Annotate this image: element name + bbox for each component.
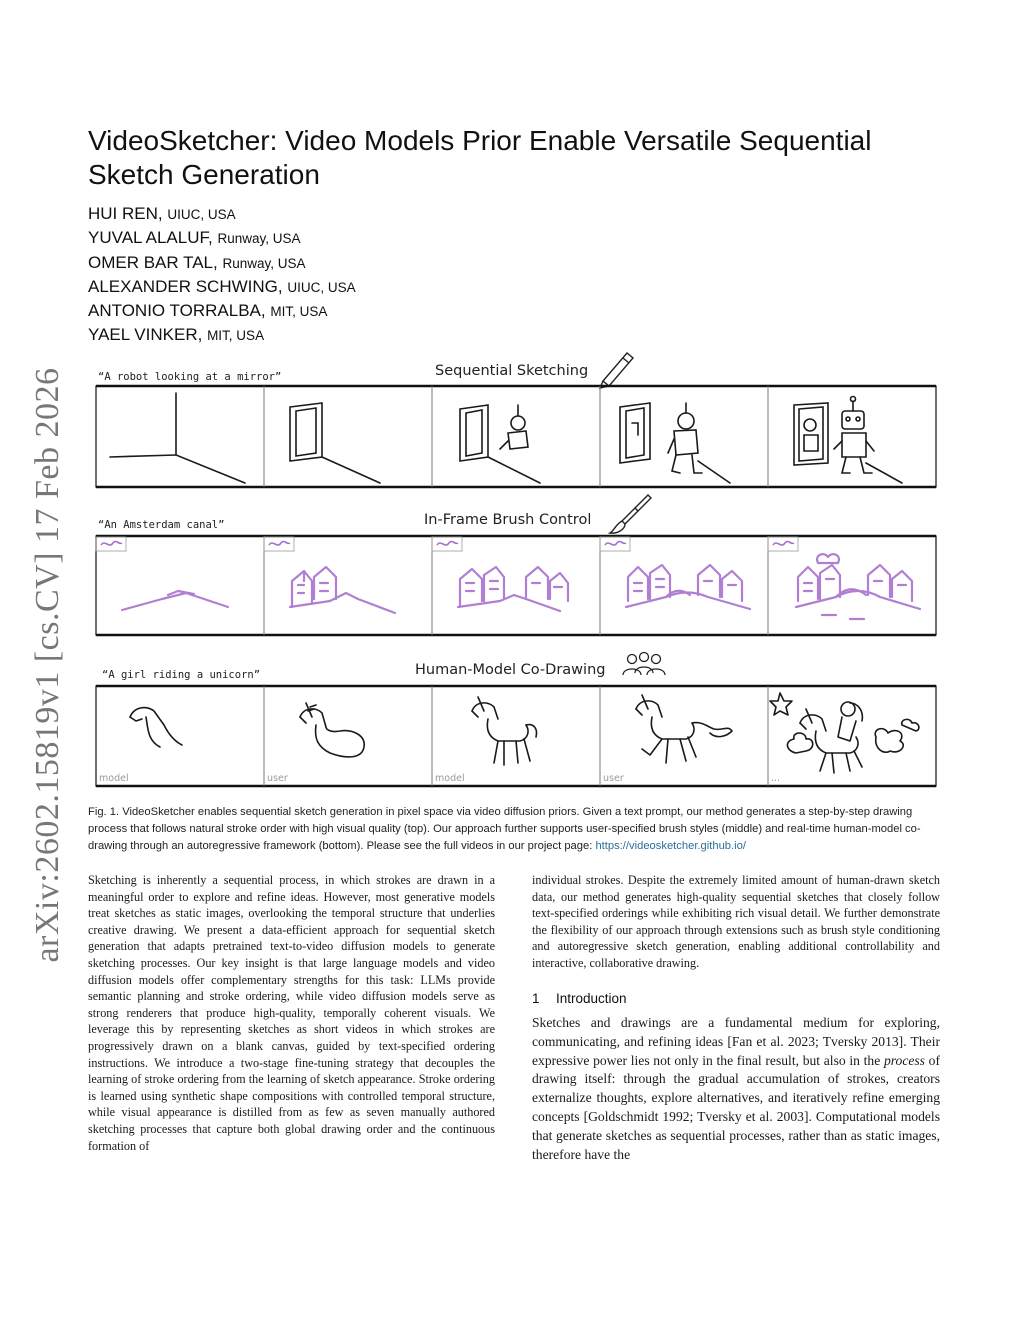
prompt-robot: “A robot looking at a mirror” xyxy=(98,371,282,383)
prompt-canal: “An Amsterdam canal” xyxy=(98,519,225,531)
abstract-right-column: individual strokes. Despite the extremely limited amount of human-drawn sketch data, our method generates high-quality sequential sketches that closely follow text-specified orderings while exhibiting rich visual detail. We further demonstrate the flexibility of our approach through extensions such as brush style conditioning and autoregressive sketch generation, enabling additional controllability and interactive, collaborative drawing. xyxy=(532,873,940,970)
sketch-robot-step-3 xyxy=(460,405,540,483)
author-line: YUVAL ALALUF, Runway, USA xyxy=(88,228,301,248)
emphasis-process: process xyxy=(883,1052,925,1068)
sketch-unicorn-step-3 xyxy=(472,697,537,765)
pencil-icon xyxy=(600,353,633,388)
heading-sequential-sketching: Sequential Sketching xyxy=(435,363,589,379)
teaser-figure xyxy=(90,345,940,795)
sketch-canal-step-1 xyxy=(122,591,228,610)
sketch-unicorn-step-5 xyxy=(770,693,919,773)
sketch-canal-step-2 xyxy=(290,567,395,613)
sketch-canal-step-4 xyxy=(626,565,750,609)
project-page-link[interactable]: https://videosketcher.github.io/ xyxy=(595,839,746,852)
figure-caption: Fig. 1. VideoSketcher enables sequential sketch generation in pixel space via video diffusion priors. Given a text prompt, our method generates a step-by-step drawing process that follows natural stroke order with high visual quality (top). Our approach further supports user-specified brush styles (middle) and real-time human-model co-drawing through an autoregressive framework (bottom). Please see the full videos in our project page: https://videosketcher.github.io/ xyxy=(88,806,921,852)
turn-label: user xyxy=(267,773,288,784)
arxiv-identifier: arXiv:2602.15819v1 [cs.CV] 17 Feb 2026 xyxy=(29,367,66,963)
author-line: HUI REN, UIUC, USA xyxy=(88,204,236,223)
turn-label: user xyxy=(603,773,624,784)
sketch-robot-step-1 xyxy=(110,393,245,483)
heading-brush-control: In-Frame Brush Control xyxy=(424,512,592,528)
row-frame-brush xyxy=(96,536,936,635)
brush-icon xyxy=(610,495,651,533)
author-line: YAEL VINKER, MIT, USA xyxy=(88,325,265,345)
sketch-canal-step-3 xyxy=(458,567,568,611)
author-list xyxy=(88,202,356,348)
author-line: OMER BAR TAL, Runway, USA xyxy=(88,252,306,272)
sketch-robot-step-4 xyxy=(620,403,730,483)
sketch-robot-step-5 xyxy=(794,397,902,484)
sketch-canal-step-5 xyxy=(796,554,920,619)
sketch-unicorn-step-1 xyxy=(130,708,182,747)
author-line: ANTONIO TORRALBA, MIT, USA xyxy=(88,301,328,321)
teaser-figure-drawing xyxy=(90,345,940,795)
sketch-robot-step-2 xyxy=(290,403,380,483)
people-icon xyxy=(623,653,665,676)
heading-co-drawing: Human-Model Co-Drawing xyxy=(415,662,606,678)
section-heading-introduction: 1 Introduction xyxy=(532,991,627,1006)
paper-title: VideoSketcher: Video Models Prior Enable Versatile Sequential Sketch Generation xyxy=(88,125,872,190)
brush-style-swatches xyxy=(96,537,798,551)
abstract-left-column: Sketching is inherently a sequential process, in which strokes are drawn in a meaningful order to explore and refine ideas. However, most generative models treat sketches as static images, overlooking the temporal structure that underlies creative drawing. We present a data-efficient approach for sequential sketch generation that adapts pretrained text-to-video diffusion models to generate sketching processes. Our key insight is that large language models and video diffusion models offer complementary strengths for this task: LLMs provide semantic planning and stroke ordering, while video diffusion models serve as strong renderers that produce high-quality, temporally coherent visuals. We leverage this by representing sketches as short videos in which strokes are progressively drawn on a blank canvas, guided by text-specified ordering instructions. We introduce a two-stage fine-tuning strategy that decouples the learning of stroke ordering from the learning of sketch appearance. Stroke ordering is learned using synthetic shape compositions with controlled temporal structure, while visual appearance is distilled from as few as seven manually authored sketching processes that capture both global drawing order and the continuous formation of xyxy=(88,873,495,1153)
turn-label: model xyxy=(99,773,129,784)
author-line: ALEXANDER SCHWING, UIUC, USA xyxy=(88,276,356,296)
turn-label: model xyxy=(435,773,465,784)
introduction-paragraph: Sketches and drawings are a fundamental medium for exploring, communicating, and refining ideas [Fan et al. 2023; Tversky 2013]. Their expressive power lies not only in the final result, but also in the process of drawing itself: through the gradual accumulation of strokes, creators externalize thoughts, explore alternatives, and iteratively refine emerging concepts [Goldschmidt 1992; Tversky et al. 2003]. Computational models that generate sketches as sequential processes, rather than as static images, therefore have the xyxy=(532,1015,940,1162)
sketch-unicorn-step-4 xyxy=(636,695,732,763)
row-frame-codrawing xyxy=(96,686,936,786)
sketch-unicorn-step-2 xyxy=(300,703,364,757)
prompt-unicorn: “A girl riding a unicorn” xyxy=(102,669,261,681)
turn-label: ... xyxy=(771,773,781,784)
